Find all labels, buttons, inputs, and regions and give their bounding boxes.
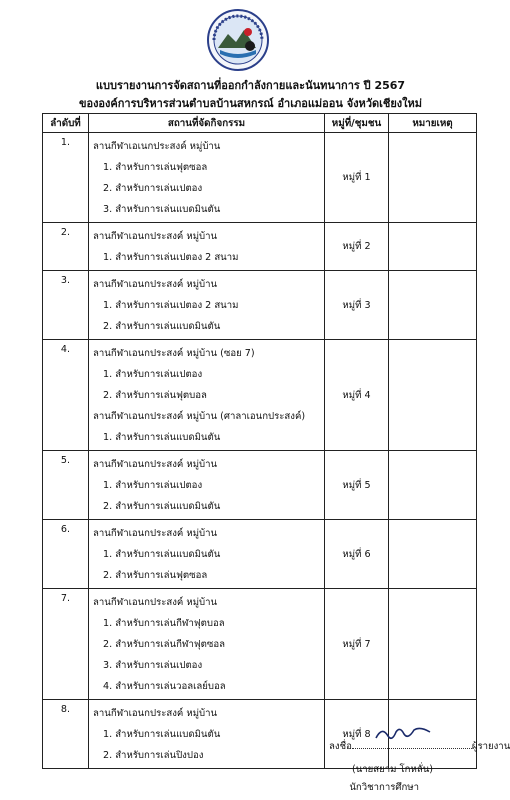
place-line: ลานกีฬาเอเนกประสงค์ หมู่บ้าน bbox=[93, 141, 221, 152]
place-line: 1. สำหรับการเล่นแบดมินตัน bbox=[103, 432, 221, 443]
place-line: ลานกีฬาเอนกประสงค์ หมู่บ้าน (ซอย 7) bbox=[93, 348, 255, 359]
row-number: 2. bbox=[43, 223, 89, 271]
place-line: ลานกีฬาเอนกประสงค์ หมู่บ้าน bbox=[93, 231, 218, 242]
remark-cell bbox=[389, 223, 477, 271]
place-line: ลานกีฬาเอนกประสงค์ หมู่บ้าน (ศาลาเอนกประสงค์) bbox=[93, 411, 306, 422]
village-cell: หมู่ที่ 4 bbox=[325, 340, 389, 451]
handwritten-signature bbox=[374, 724, 434, 744]
place-cell bbox=[89, 133, 325, 223]
place-line: 1. สำหรับการเล่นเปตอง 2 สนาม bbox=[103, 300, 239, 311]
place-line: 1. สำหรับการเล่นเปตอง bbox=[103, 480, 203, 491]
table-row bbox=[43, 451, 477, 520]
signature-dotted-line bbox=[352, 738, 472, 749]
table-row bbox=[43, 340, 477, 451]
place-line: 2. สำหรับการเล่นปิงปอง bbox=[103, 750, 204, 761]
table-row bbox=[43, 133, 477, 223]
place-line: 3. สำหรับการเล่นเปตอง bbox=[103, 660, 203, 671]
place-line: 2. สำหรับการเล่นแบดมินตัน bbox=[103, 501, 221, 512]
remark-cell bbox=[389, 520, 477, 589]
place-line: ลานกีฬาเอนกประสงค์ หมู่บ้าน bbox=[93, 459, 218, 470]
row-number: 6. bbox=[43, 520, 89, 589]
row-number: 8. bbox=[43, 700, 89, 769]
place-line: 1. สำหรับการเล่นฟุตซอล bbox=[103, 162, 208, 173]
place-line: ลานกีฬาเอนกประสงค์ หมู่บ้าน bbox=[93, 528, 218, 539]
signature-suffix: ผู้รายงาน bbox=[471, 741, 510, 752]
place-line: 2. สำหรับการเล่นฟุตซอล bbox=[103, 570, 208, 581]
remark-cell bbox=[389, 133, 477, 223]
place-line: 1. สำหรับการเล่นแบดมินตัน bbox=[103, 729, 221, 740]
place-line: 1. สำหรับการเล่นเปตอง bbox=[103, 369, 203, 380]
table-header-row bbox=[43, 114, 477, 133]
table-row bbox=[43, 223, 477, 271]
village-cell: หมู่ที่ 5 bbox=[325, 451, 389, 520]
header-place: สถานที่จัดกิจกรรม bbox=[89, 114, 325, 133]
village-cell: หมู่ที่ 1 bbox=[325, 133, 389, 223]
place-cell bbox=[89, 451, 325, 520]
place-line: 3. สำหรับการเล่นแบดมินตัน bbox=[103, 204, 221, 215]
place-cell bbox=[89, 520, 325, 589]
village-cell: หมู่ที่ 8 bbox=[325, 700, 389, 769]
place-cell bbox=[89, 223, 325, 271]
signature-line bbox=[329, 738, 510, 754]
organization-seal-logo bbox=[206, 8, 270, 72]
place-cell bbox=[89, 271, 325, 340]
signature-prefix: ลงชื่อ bbox=[329, 741, 352, 752]
place-cell bbox=[89, 589, 325, 700]
place-line: 1. สำหรับการเล่นแบดมินตัน bbox=[103, 549, 221, 560]
table-row bbox=[43, 271, 477, 340]
table-row bbox=[43, 520, 477, 589]
village-cell: หมู่ที่ 2 bbox=[325, 223, 389, 271]
row-number: 3. bbox=[43, 271, 89, 340]
place-line: 2. สำหรับการเล่นแบดมินตัน bbox=[103, 321, 221, 332]
facilities-table bbox=[42, 113, 477, 769]
place-cell bbox=[89, 700, 325, 769]
place-line: 4. สำหรับการเล่นวอลเลย์บอล bbox=[103, 681, 226, 692]
reporter-position: นักวิชาการศึกษา bbox=[349, 782, 419, 793]
row-number: 7. bbox=[43, 589, 89, 700]
row-number: 1. bbox=[43, 133, 89, 223]
place-line: ลานกีฬาเอนกประสงค์ หมู่บ้าน bbox=[93, 708, 218, 719]
place-cell bbox=[89, 340, 325, 451]
village-cell: หมู่ที่ 6 bbox=[325, 520, 389, 589]
remark-cell bbox=[389, 589, 477, 700]
report-subtitle: ขององค์การบริหารส่วนตำบลบ้านสหกรณ์ อำเภอแม่ออน จังหวัดเชียงใหม่ bbox=[78, 97, 423, 110]
place-line: ลานกีฬาเอนกประสงค์ หมู่บ้าน bbox=[93, 597, 218, 608]
report-title: แบบรายงานการจัดสถานที่ออกกำลังกายและนันทนาการ ปี 2567 bbox=[95, 79, 406, 92]
row-number: 5. bbox=[43, 451, 89, 520]
header-order: ลำดับที่ bbox=[43, 114, 89, 133]
table-row bbox=[43, 589, 477, 700]
reporter-name: (นายสยาม โกหลั่น) bbox=[351, 764, 433, 775]
remark-cell bbox=[389, 271, 477, 340]
place-line: 1. สำหรับการเล่นกีฬาฟุตบอล bbox=[103, 618, 225, 629]
place-line: 2. สำหรับการเล่นเปตอง bbox=[103, 183, 203, 194]
place-line: 1. สำหรับการเล่นเปตอง 2 สนาม bbox=[103, 252, 239, 263]
remark-cell bbox=[389, 340, 477, 451]
village-cell: หมู่ที่ 7 bbox=[325, 589, 389, 700]
place-line: ลานกีฬาเอนกประสงค์ หมู่บ้าน bbox=[93, 279, 218, 290]
row-number: 4. bbox=[43, 340, 89, 451]
place-line: 2. สำหรับการเล่นฟุตบอล bbox=[103, 390, 207, 401]
header-remark: หมายเหตุ bbox=[389, 114, 477, 133]
village-cell: หมู่ที่ 3 bbox=[325, 271, 389, 340]
header-village: หมู่ที่/ชุมชน bbox=[325, 114, 389, 133]
place-line: 2. สำหรับการเล่นกีฬาฟุตซอล bbox=[103, 639, 226, 650]
remark-cell bbox=[389, 451, 477, 520]
